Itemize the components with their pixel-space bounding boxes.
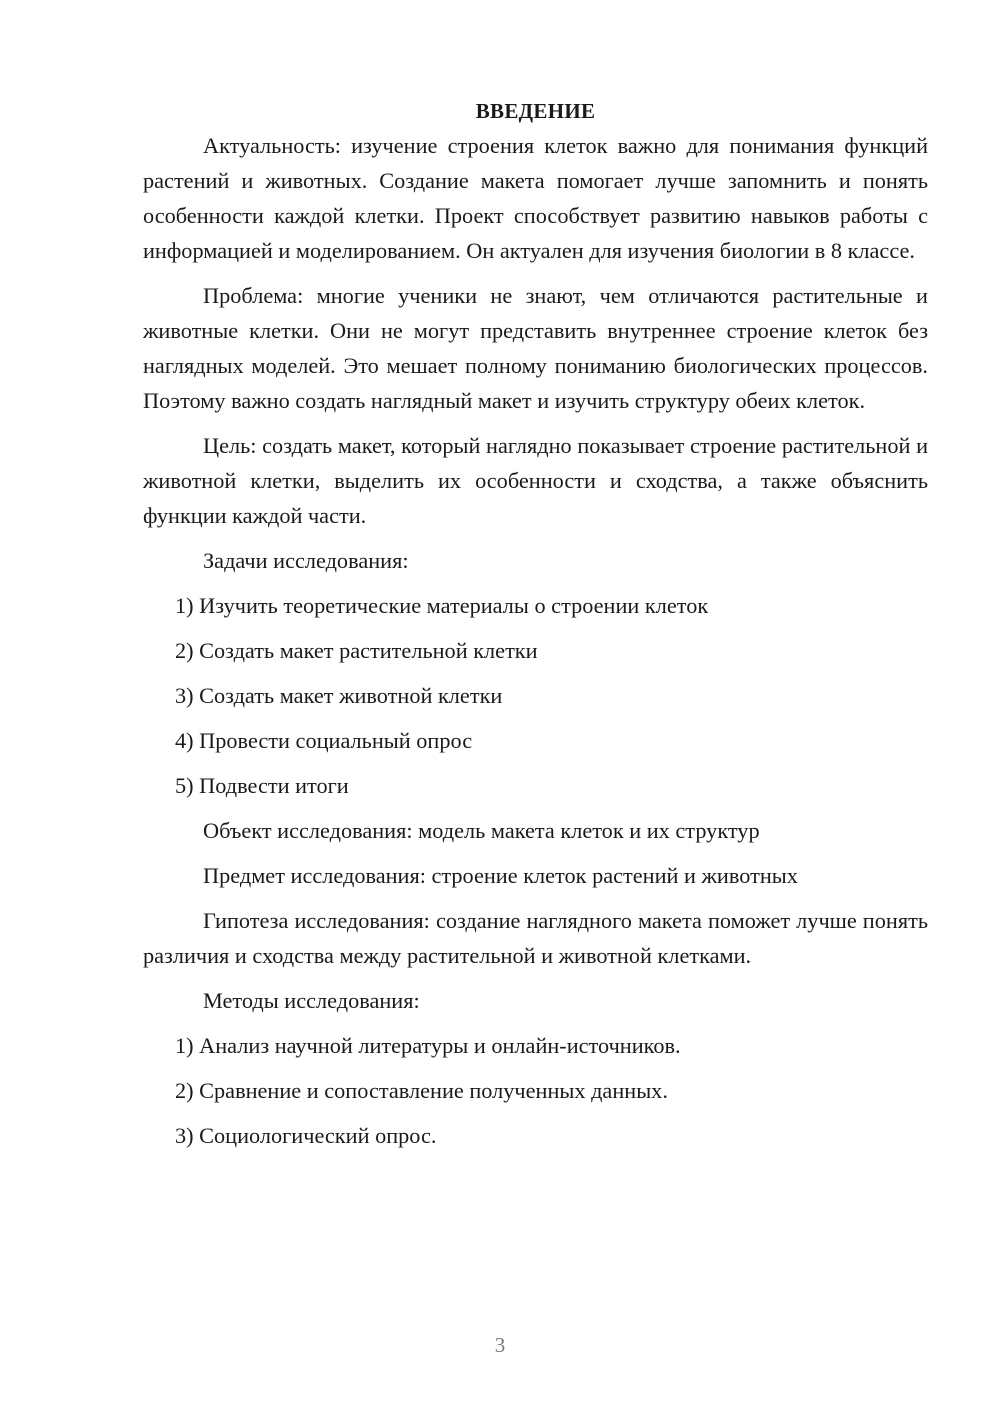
hypothesis-paragraph: Гипотеза исследования: создание наглядного макета поможет лучше понять различия и сходства между растительной и животной клетками. bbox=[143, 908, 928, 968]
tasks-heading: Задачи исследования: bbox=[203, 548, 409, 573]
methods-list bbox=[143, 1028, 928, 1153]
list-item: 4) Провести социальный опрос bbox=[175, 728, 473, 753]
list-item: 1) Изучить теоретические материалы о строении клеток bbox=[175, 593, 709, 618]
relevance-paragraph: Актуальность: изучение строения клеток важно для понимания функций растений и животных. Создание макета помогает лучше запомнить и понять особенности каждой клетки. Проект способствует развитию навыков работы с информацией и моделированием. Он актуален для изучения биологии в 8 классе. bbox=[143, 133, 928, 263]
methods-heading: Методы исследования: bbox=[203, 988, 420, 1013]
list-item: 2) Сравнение и сопоставление полученных данных. bbox=[175, 1078, 668, 1103]
document-page bbox=[143, 94, 928, 1163]
research-object: Объект исследования: модель макета клеток и их структур bbox=[203, 818, 760, 843]
list-item: 3) Социологический опрос. bbox=[175, 1123, 437, 1148]
research-subject: Предмет исследования: строение клеток растений и животных bbox=[203, 863, 798, 888]
list-item: 2) Создать макет растительной клетки bbox=[175, 638, 538, 663]
problem-paragraph: Проблема: многие ученики не знают, чем отличаются растительные и животные клетки. Они не могут представить внутреннее строение клеток без наглядных моделей. Это мешает полному пониманию биологических процессов. Поэтому важно создать наглядный макет и изучить структуру обеих клеток. bbox=[143, 283, 928, 413]
list-item: 3) Создать макет животной клетки bbox=[175, 683, 503, 708]
tasks-list bbox=[143, 588, 928, 803]
page-number: 3 bbox=[494, 1333, 506, 1357]
goal-paragraph: Цель: создать макет, который наглядно показывает строение растительной и животной клетки, выделить их особенности и сходства, а также объяснить функции каждой части. bbox=[143, 433, 928, 528]
list-item: 1) Анализ научной литературы и онлайн-источников. bbox=[175, 1033, 681, 1058]
list-item: 5) Подвести итоги bbox=[175, 773, 349, 798]
page-title: ВВЕДЕНИЕ bbox=[475, 99, 596, 123]
